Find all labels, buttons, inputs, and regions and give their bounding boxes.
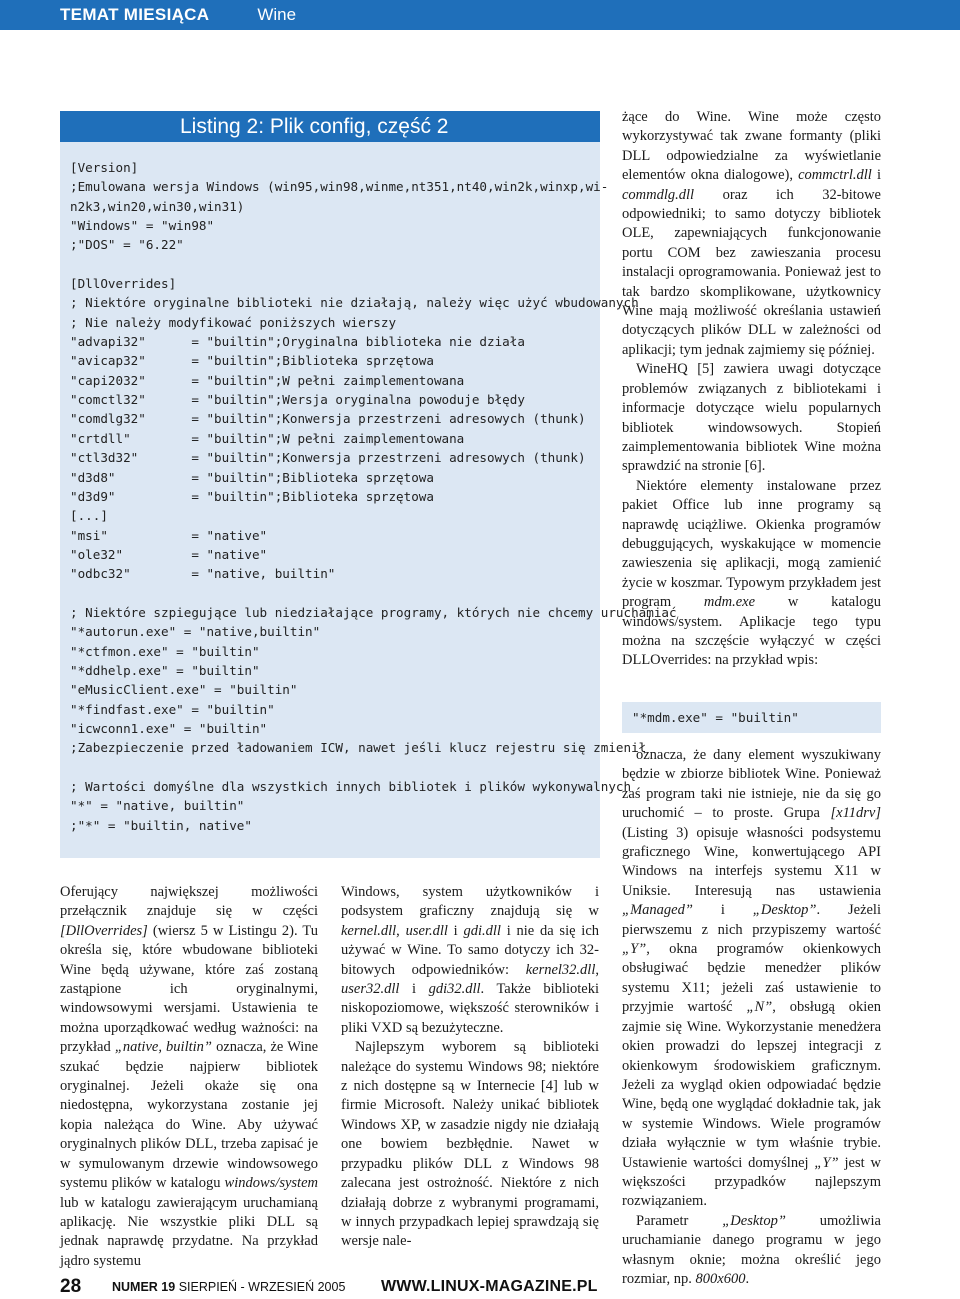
section-title: TEMAT MIESIĄCA — [60, 5, 210, 24]
code-snippet: "*mdm.exe" = "builtin" — [622, 702, 881, 733]
paragraph: Parametr „Desktop” umożliwia uruchamianie danego programu w jego własnym oknie; można określić jego rozmiar, np. 800x600. — [622, 1212, 881, 1287]
paragraph: żące do Wine. Wine może często wykorzystywać tak zwane formanty (pliki DLL odpowiedzialne za wyświetlanie elementów okna dialogowe), commctrl.dll i commdlg.dll oraz ich 32-bitowe odpowiedniki; to samo dotyczy bibliotek OLE, zapewniających funkcjonowanie portu COM bez zawieszania procesu instalacji oprogramowania. Ponieważ jest to tak bardzo skomplikowane, użytkownicy Wine mają możliwość określania ustawień dotyczących plików DLL w zależności od aplikacji; tym jednak zajmiemy się później. — [622, 109, 882, 358]
article-column-3-bottom — [622, 746, 881, 1289]
page-number: 28 — [60, 1276, 82, 1297]
paragraph: oznacza, że dany element wyszukiwany będzie w zbiorze bibliotek Wine. Ponieważ zaś program taki nie istnieje, nie da się go uruchomić – to proste. Grupa [x11drv] (Listing 3) opisuje własności podsystemu graficznego Wine, konwertującego API Windows na interfejs systemu X11 w Uniksie. Interesują nas ustawienia „Managed” i „Desktop”. Jeżeli pierwszemu z nich przypiszemy wartość „Y”, okna programów okienkowych obsługiwać będzie menedżer plików systemu X11; jeżeli zaś ustawienie to przyjmie wartość „N”, obsługą okien zajmie się Wine. Wykorzystanie menedżera okien prowadzi do lepszej integracji z okienkowym środowiskiem graficznym. Jeżeli za wygląd okien odpowiadać będzie Wine, będą one wyglądać dokładnie tak, jak w systemie Windows. Wiele programów działa wyłącznie w tym właśnie trybie. Ustawienie wartości domyślnej „Y” jest w większości przypadków najlepszym rozwiązaniem. — [622, 747, 882, 1210]
section-header-bar — [0, 0, 960, 30]
paragraph: Najlepszym wyborem są biblioteki należące do systemu Windows 98; niektóre z nich dostępne są w Internecie [4] lub w firmie Microsoft. Należy unikać bibliotek Windows XP, w zasadzie nigdy nie działają one bowiem bezbłędnie. Nawet w przypadku plików DLL z Windows 98 zalecana jest ostrożność. Niektóre z nich działają dobrze z wybranymi programami, w innych przypadkach lepiej sprawdzają się wersje nale- — [341, 1039, 599, 1250]
paragraph: Windows, system użytkowników i podsystem graficzny znajdują się w kernel.dll, user.dll i gdi.dll i nie da się ich używać w Wine. To samo dotyczy ich 32-bitowych odpowiedników: kernel32.dll, user32.dll i gdi32.dll. Także biblioteki niskopoziomowe, większość sterowników i pliki VXD są bezużyteczne. — [341, 884, 600, 1036]
paragraph: Niektóre elementy instalowane przez pakiet Office lub inne programy są naprawdę uciążliwe. Okienka programów debuggujących, wyskakujące w momencie zawieszenia się aplikacji, mogą zamienić życie w koszmar. Typowym przykładem jest program mdm.exe w katalogu windows/system. Aplikacje tego typu można na szczęście wyłączyć w części DLLOverrides: na przykład wpis: — [622, 477, 881, 669]
page-footer — [0, 1272, 960, 1299]
listing-title: Listing 2: Plik config, część 2 — [60, 111, 600, 142]
paragraph: WineHQ [5] zawiera uwagi dotyczące problemów związanych z bibliotekami i informacje dotyczące wielu popularnych bibliotek windowsowych. Stopień zaimplementowania bibliotek Wine można sprawdzić na stronie [6]. — [622, 361, 881, 475]
website-link[interactable]: WWW.LINUX-MAGAZINE.PL — [381, 1278, 598, 1295]
section-subtitle: Wine — [257, 5, 297, 24]
article-column-1 — [60, 883, 318, 1271]
listing-code: [Version] ;Emulowana wersja Windows (win95,win98,winme,nt351,nt40,win2k,winxp,wi- n2k3,win20,win30,win31) "Windows" = "win98" ;"DOS" = "6.22" [DllOverrides] ; Niektóre oryginalne biblioteki nie działają, należy więc użyć wbudowanych ; Nie należy modyfikować poniższych wierszy "advapi32" = "builtin";Oryginalna biblioteka nie działa "avicap32" = "builtin";Biblioteka sprzętowa "capi2032" = "builtin";W pełni zaimplementowana "comctl32" = "builtin";Wersja oryginalna powoduje błędy "comdlg32" = "builtin";Konwersja przestrzeni adresowych (thunk) "crtdll" = "builtin";W pełni zaimplementowana "ctl3d32" = "builtin";Konwersja przestrzeni adresowych (thunk) "d3d8" = "builtin";Biblioteka sprzętowa "d3d9" = "builtin";Biblioteka sprzętowa [...] "msi" = "native" "ole32" = "native" "odbc32" = "native, builtin" ; Niektóre szpiegujące lub niedziałające programy, których nie chcemy uruchamiać "*autorun.exe" = "native,builtin" "*ctfmon.exe" = "builtin" "*ddhelp.exe" = "builtin" "eMusicClient.exe" = "builtin" "*findfast.exe" = "builtin" "icwconn1.exe" = "builtin" ;Zabezpieczenie przed ładowaniem ICW, nawet jeśli klucz rejestru się zmienił ; Wartości domyślne dla wszystkich innych bibliotek i plików wykonywalnych "*" = "native, builtin" ;"*" = "builtin, native" — [70, 160, 677, 833]
listing-box — [60, 111, 677, 858]
issue-info: NUMER 19 SIERPIEŃ - WRZESIEŃ 2005 — [112, 1280, 346, 1294]
article-column-3-top — [622, 108, 881, 671]
article-column-2 — [341, 883, 599, 1252]
paragraph: Oferujący największej możliwości przełącznik znajduje się w części [DllOverrides] (wiersz 5 w Listingu 2). Tu określa się, które wbudowane biblioteki Wine będą używane, które zaś zostaną zastąpione ich oryginalnymi, windowsowymi wersjami. Ustawienia te można uporządkować według ważności: na przykład „native, builtin” oznacza, że Wine szukać będzie najpierw bibliotek oryginalnej. Jeżeli okaże się ona niedostępna, wykorzystana zostanie jej kopia należąca do Wine. Aby używać oryginalnych plików DLL, trzeba zapisać je w symulowanym drzewie windowsowego systemu plików w katalogu windows/system lub w katalogu zawierającym uruchamianą aplikację. Nie wszystkie pliki DLL są jednak naprawdę przydatne. Na przykład jądro systemu — [60, 884, 319, 1269]
